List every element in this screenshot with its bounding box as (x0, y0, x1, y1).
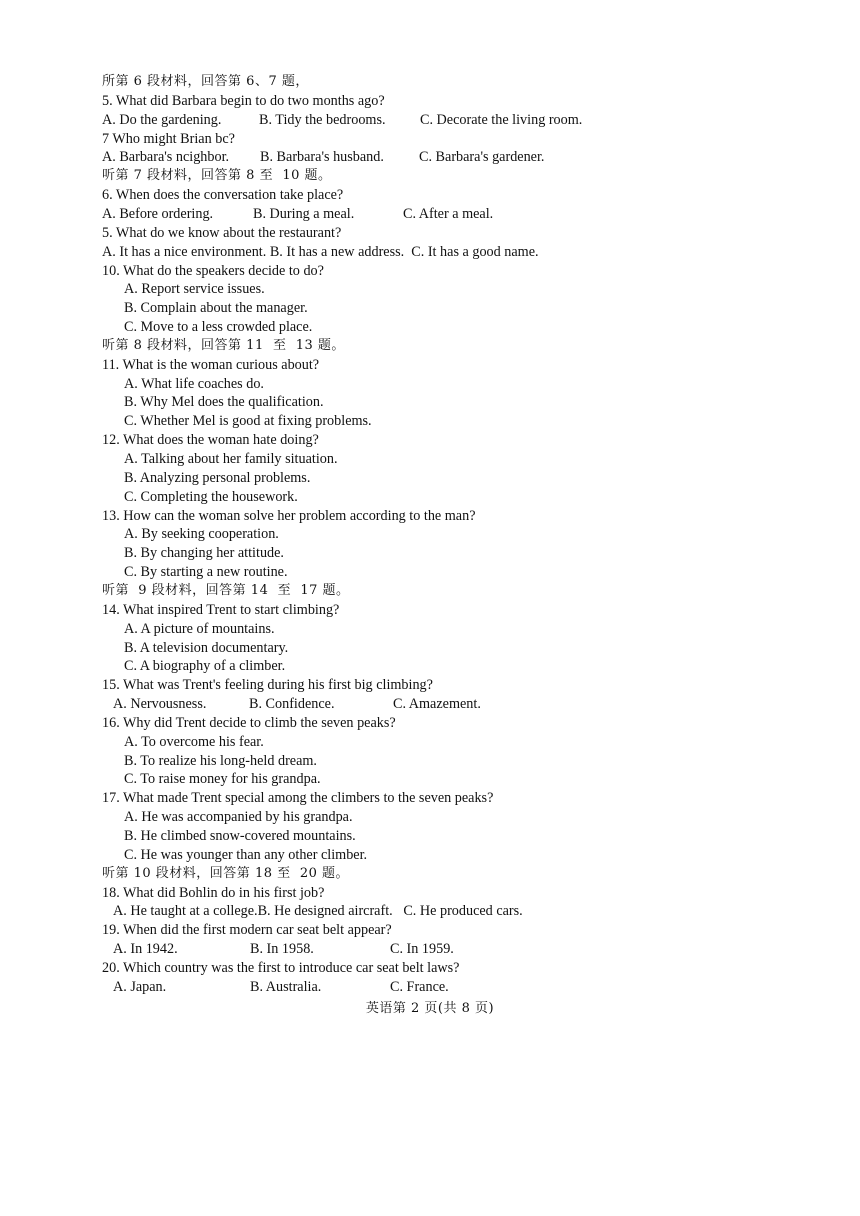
question-text: 7 Who might Brian bc? (102, 130, 235, 147)
question-text: 5. What did Barbara begin to do two months ago? (102, 92, 385, 109)
answer-option: C. Amazement. (393, 696, 481, 713)
answer-option: C. A biography of a climber. (124, 658, 286, 675)
answer-option: B. Confidence. (249, 696, 335, 713)
answer-option: B. He climbed snow-covered mountains. (124, 828, 356, 844)
section-header: 听第 10 段材料，回答第 18 至 20 题。 (102, 865, 350, 881)
question-text: 5. What do we know about the restaurant? (102, 224, 342, 241)
question-text: 11. What is the woman curious about? (102, 356, 320, 373)
answer-option: B. Analyzing personal problems. (124, 469, 311, 486)
section-header: 所第 6 段材料，回答第 6、7 题， (102, 74, 309, 89)
question-text: 10. What do the speakers decide to do? (102, 262, 324, 279)
answer-option: A. He taught at a college.B. He designed aircraft. C. He produced cars. (113, 903, 523, 920)
answer-option: A. Japan. (113, 978, 167, 995)
question-text: 13. How can the woman solve her problem according to the man? (102, 507, 476, 524)
answer-option: C. Decorate the living room. (420, 111, 583, 128)
question-text: 18. What did Bohlin do in his first job? (102, 884, 325, 901)
answer-option: A. Before ordering. (102, 205, 214, 222)
answer-option: A. He was accompanied by his grandpa. (124, 809, 353, 826)
question-text: 12. What does the woman hate doing? (102, 432, 319, 449)
question-text: 16. Why did Trent decide to climb the seven peaks? (102, 714, 396, 731)
answer-option: A. Report service issues. (124, 281, 265, 298)
answer-option: C. To raise money for his grandpa. (124, 771, 321, 788)
answer-option: C. By starting a new routine. (124, 564, 288, 581)
answer-option: B. During a meal. (253, 205, 355, 222)
page-footer: 英语第 2 页(共 8 页) (365, 1000, 495, 1016)
question-text: 15. What was Trent's feeling during his first big climbing? (102, 677, 433, 694)
answer-option: B. To realize his long-held dream. (124, 752, 317, 769)
answer-option: B. Why Mel does the qualification. (124, 394, 324, 411)
answer-option: C. France. (390, 978, 449, 995)
question-text: 19. When did the first modern car seat belt appear? (102, 922, 392, 939)
answer-option: B. Tidy the bedrooms. (259, 111, 386, 128)
question-text: 14. What inspired Trent to start climbing? (102, 601, 340, 618)
section-header: 听第 8 段材料，回答第 11 至 13 题。 (102, 337, 345, 353)
answer-option: C. Completing the housework. (124, 488, 298, 505)
answer-option: A. What life coaches do. (124, 375, 264, 392)
answer-option: C. Whether Mel is good at fixing problems. (124, 413, 372, 430)
answer-option: C. He was younger than any other climber. (124, 846, 368, 863)
question-text: 6. When does the conversation take place? (102, 187, 344, 204)
answer-option: B. By changing her attitude. (124, 545, 284, 562)
answer-option: A. Do the gardening. (102, 111, 222, 128)
answer-option: B. Complain about the manager. (124, 300, 308, 317)
answer-option: C. After a meal. (403, 205, 494, 222)
answer-option: A. Talking about her family situation. (124, 451, 338, 467)
answer-option: A. Barbara's ncighbor. (102, 149, 230, 166)
answer-option: B. A television documentary. (124, 639, 289, 656)
question-text: 17. What made Trent special among the climbers to the seven peaks? (102, 790, 494, 807)
section-header: 听第 7 段材料，回答第 8 至 10 题。 (102, 168, 332, 184)
answer-option: A. By seeking cooperation. (124, 526, 279, 543)
answer-option: B. Barbara's husband. (260, 149, 384, 166)
answer-option: A. To overcome his fear. (124, 733, 264, 750)
question-text: A. It has a nice environment. B. It has a new address. C. It has a good name. (102, 243, 539, 260)
section-header: 听第 9 段材料，回答第 14 至 17 题。 (102, 582, 350, 598)
answer-option: B. Australia. (250, 978, 322, 995)
question-text: 20. Which country was the first to introduce car seat belt laws? (102, 959, 460, 976)
answer-option: A. A picture of mountains. (124, 620, 275, 637)
answer-option: C. Move to a less crowded place. (124, 319, 313, 336)
answer-option: B. In 1958. (250, 941, 314, 958)
answer-option: C. In 1959. (390, 941, 454, 958)
answer-option: A. Nervousness. (113, 696, 207, 713)
answer-option: C. Barbara's gardener. (419, 149, 545, 166)
answer-option: A. In 1942. (113, 941, 178, 958)
